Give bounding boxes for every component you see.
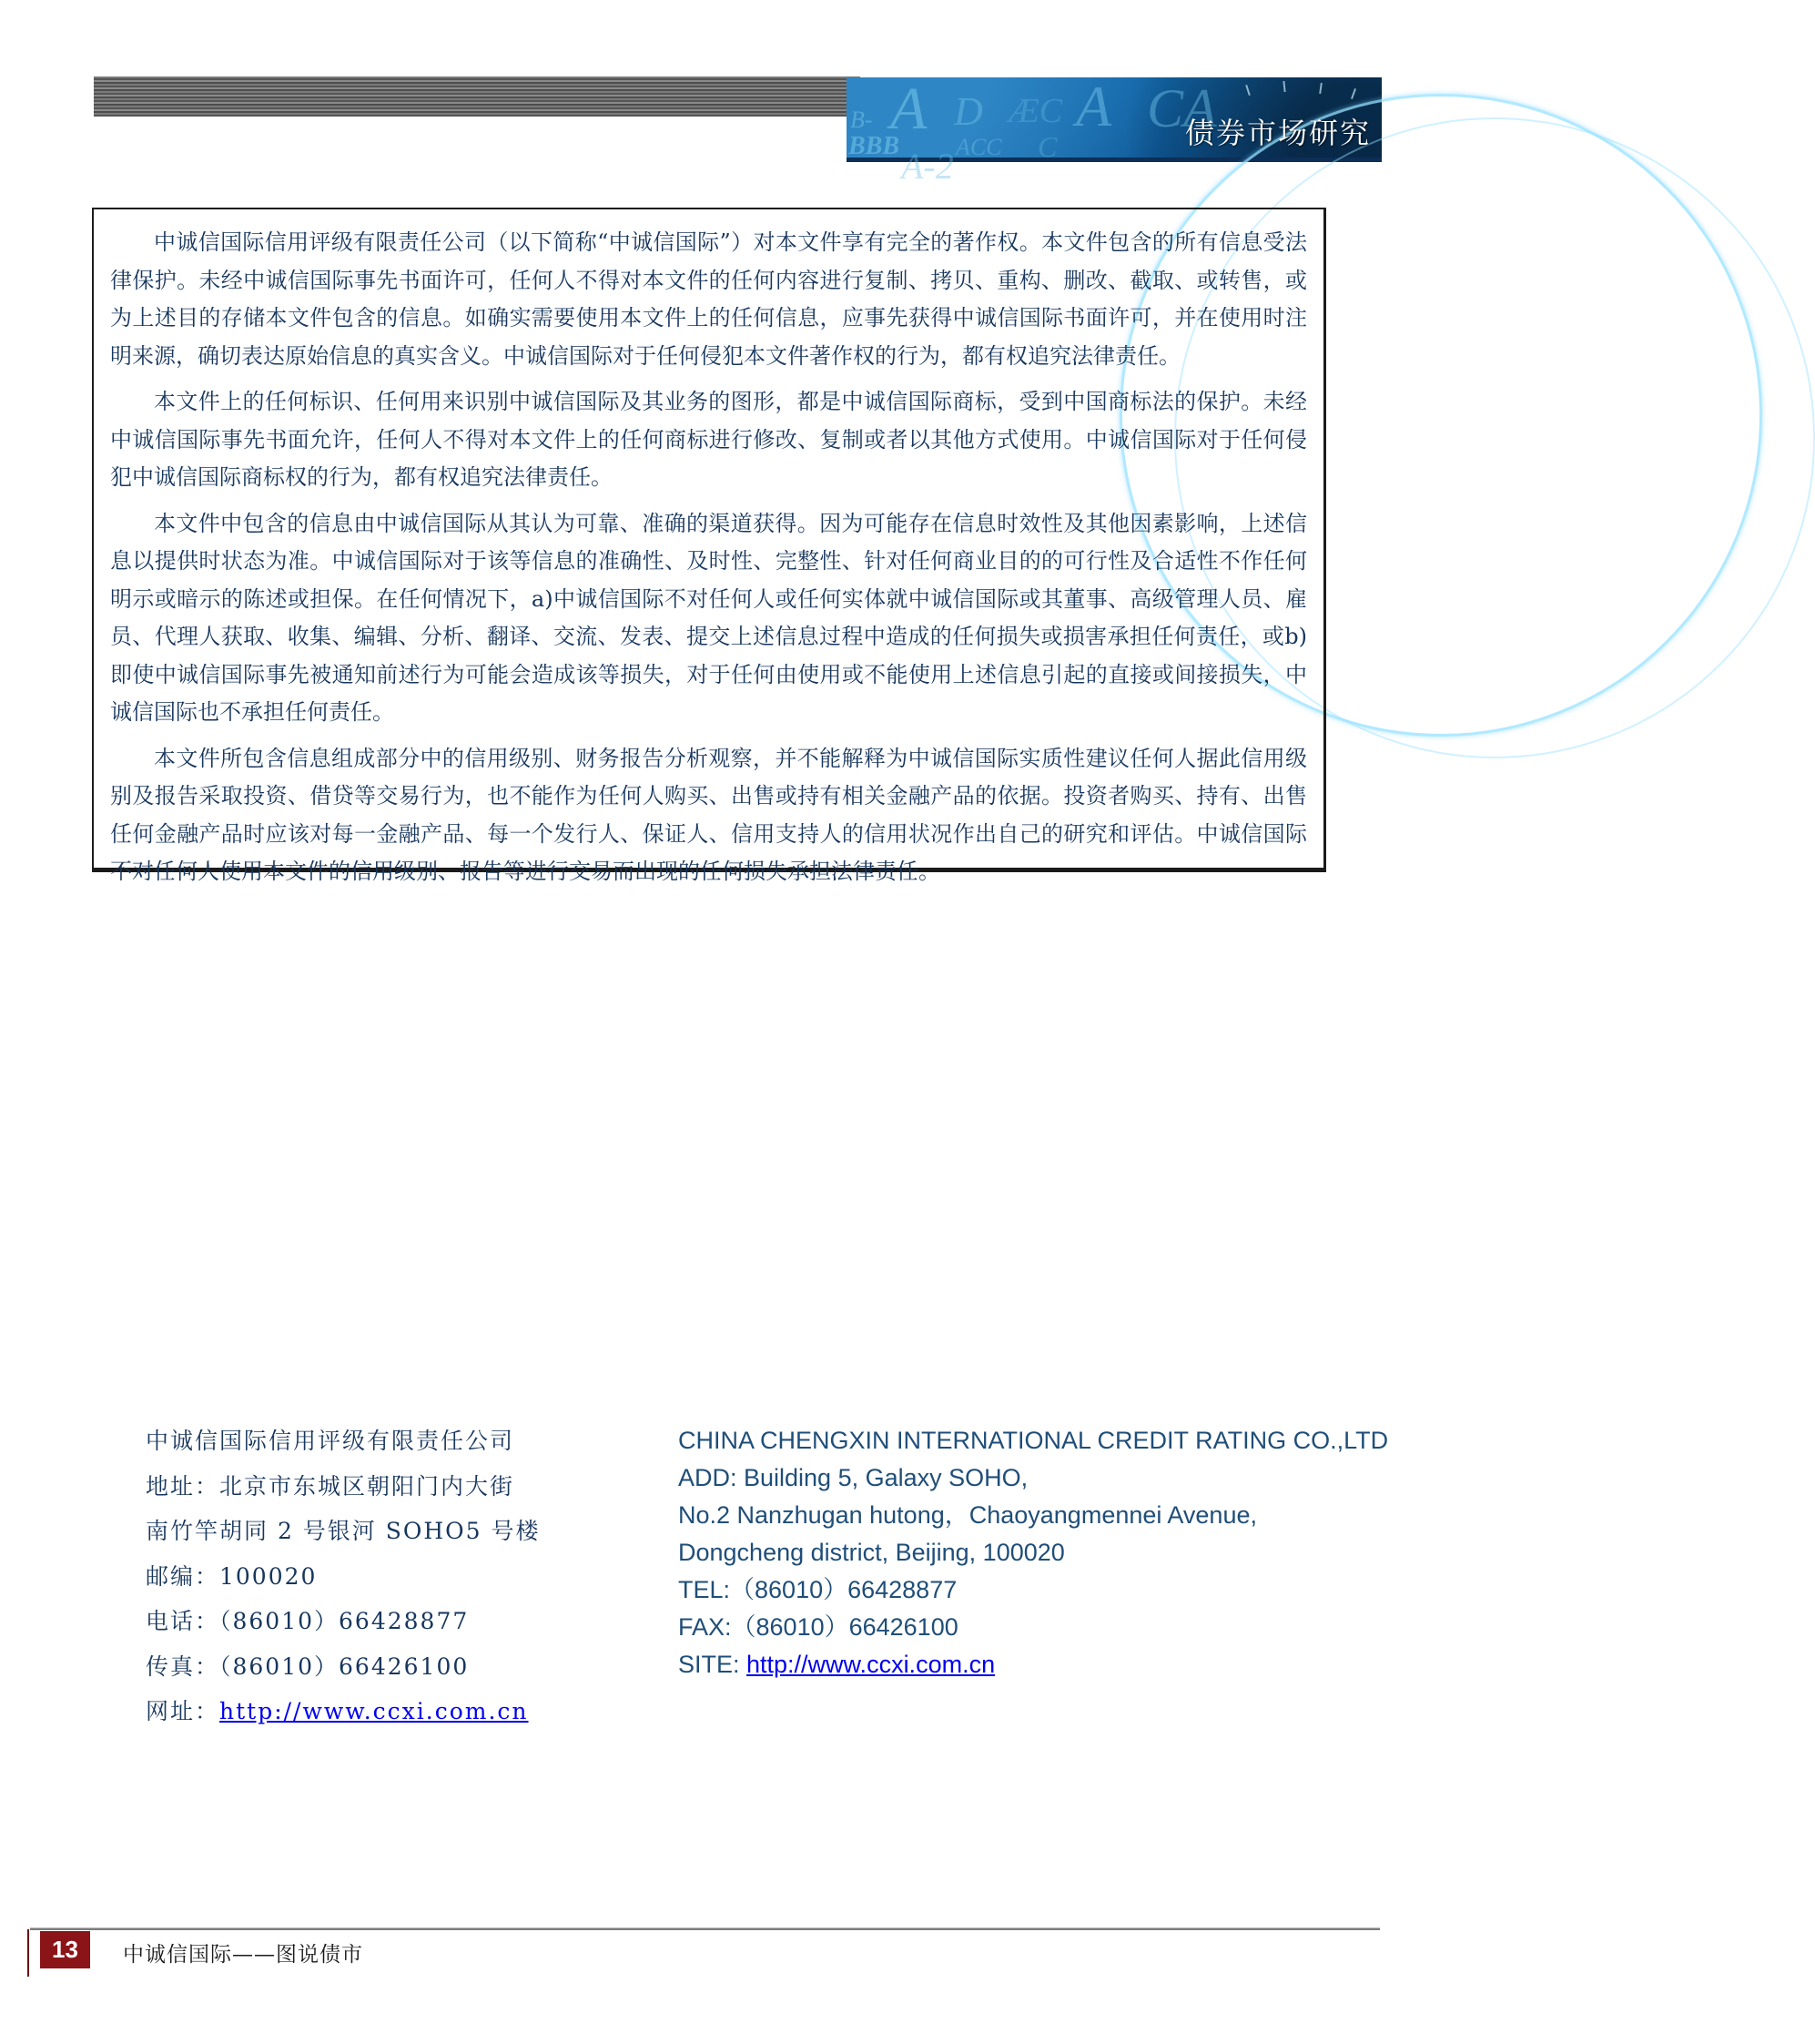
rating-letter: ÆC	[1009, 92, 1063, 130]
tel-cn: 电话：（86010）66428877	[146, 1608, 470, 1634]
address-line-en: No.2 Nanzhugan hutong，Chaoyangmennei Avenue,	[678, 1501, 1257, 1529]
rating-letter: CA	[1147, 78, 1217, 138]
banner-title: 债券市场研究	[1184, 116, 1371, 150]
banner-tick	[1245, 85, 1251, 96]
disclaimer-paragraph: 中诚信国际信用评级有限责任公司（以下简称“中诚信国际”）对本文件享有完全的著作权。本文件包含的所有信息受法律保护。未经中诚信国际事先书面许可，任何人不得对本文件的任何内容进行复制、拷贝、重构、删改、截取、或转售，或为上述目的存储本文件包含的信息。如确实需要使用本文件上的任何信息，应事先获得中诚信国际书面许可，并在使用时注明来源，确切表达原始信息的真实含义。中诚信国际对于任何侵犯本文件著作权的行为，都有权追究法律责任。	[110, 229, 1307, 369]
banner-tick	[1351, 88, 1356, 99]
company-name-cn: 中诚信国际信用评级有限责任公司	[146, 1428, 515, 1454]
fax-en: FAX:（86010）66426100	[678, 1613, 958, 1641]
fax-cn: 传真：（86010）66426100	[146, 1652, 470, 1680]
contact-block-en	[678, 1422, 1389, 1683]
address-line-en: Dongcheng district, Beijing, 100020	[678, 1539, 1065, 1566]
contact-block-cn	[146, 1419, 573, 1734]
footer-title: 中诚信国际——图说债市	[123, 1943, 363, 1967]
banner-tick	[1319, 83, 1323, 94]
rating-letter: D	[954, 89, 983, 134]
rating-letter: A	[1076, 74, 1112, 138]
site-line-cn	[146, 1689, 573, 1734]
rating-letter: A	[890, 76, 928, 142]
rating-letter: A-2	[901, 146, 954, 187]
rating-letter: BBB	[848, 132, 900, 160]
disclaimer-paragraph: 本文件中包含的信息由中诚信国际从其认为可靠、准确的渠道获得。因为可能存在信息时效性及其他因素影响，上述信息以提供时状态为准。中诚信国际对于该等信息的准确性、及时性、完整性、针对任何商业目的的可行性及合适性不作任何明示或暗示的陈述或担保。在任何情况下，a)中诚信国际不对任何人或任何实体就中诚信国际或其董事、高级管理人员、雇员、代理人获取、收集、编辑、分析、翻译、交流、发表、提交上述信息过程中造成的任何损失或损害承担任何责任，或b)即使中诚信国际事先被通知前述行为可能会造成该等损失，对于任何由使用或不能使用上述信息引起的直接或间接损失，中诚信国际也不承担任何责任。	[110, 510, 1307, 725]
postcode-cn: 邮编：100020	[146, 1562, 318, 1590]
website-link-en[interactable]: http://www.ccxi.com.cn	[746, 1651, 996, 1678]
disclaimer-paragraph: 本文件所包含信息组成部分中的信用级别、财务报告分析观察，并不能解释为中诚信国际实质性建议任何人据此信用级别及报告采取投资、借贷等交易行为，也不能作为任何人购买、出售或持有相关金融产品的依据。投资者购买、持有、出售任何金融产品时应该对每一金融产品、每一个发行人、保证人、信用支持人的信用状况作出自己的研究和评估。中诚信国际不对任何人使用本文件的信用级别、报告等进行交易而出现的任何损失承担法律责任。	[110, 745, 1307, 884]
company-name-en: CHINA CHENGXIN INTERNATIONAL CREDIT RATING CO.,LTD	[678, 1427, 1389, 1454]
disclaimer-box	[92, 208, 1326, 884]
site-label-en: SITE:	[678, 1651, 747, 1678]
banner-tick	[1283, 81, 1285, 92]
footer-left-accent	[27, 1929, 29, 1977]
disclaimer-paragraph: 本文件上的任何标识、任何用来识别中诚信国际及其业务的图形，都是中诚信国际商标，受到中国商标法的保护。未经中诚信国际事先书面允许，任何人不得对本文件上的任何商标进行修改、复制或者以其他方式使用。中诚信国际对于任何侵犯中诚信国际商标权的行为，都有权追究法律责任。	[110, 389, 1307, 490]
address-line-en: ADD: Building 5, Galaxy SOHO,	[678, 1464, 1029, 1491]
banner-image	[847, 74, 1382, 187]
tel-en: TEL:（86010）66428877	[678, 1576, 958, 1603]
address-line-cn: 地址：北京市东城区朝阳门内大街	[146, 1472, 515, 1500]
rating-letter: B-	[850, 107, 873, 133]
page-number-badge: 13	[40, 1931, 90, 1968]
website-link-cn[interactable]: http://www.ccxi.com.cn	[219, 1698, 529, 1724]
rating-letter: ACC	[956, 134, 1002, 160]
header-striped-bar	[94, 76, 860, 117]
site-label-cn: 网址：	[146, 1698, 220, 1724]
footer-divider	[30, 1927, 1380, 1930]
address-line-cn: 南竹竿胡同 2 号银河 SOHO5 号楼	[146, 1518, 541, 1544]
site-line-en	[678, 1646, 1352, 1683]
rating-letter: C	[1038, 130, 1058, 163]
